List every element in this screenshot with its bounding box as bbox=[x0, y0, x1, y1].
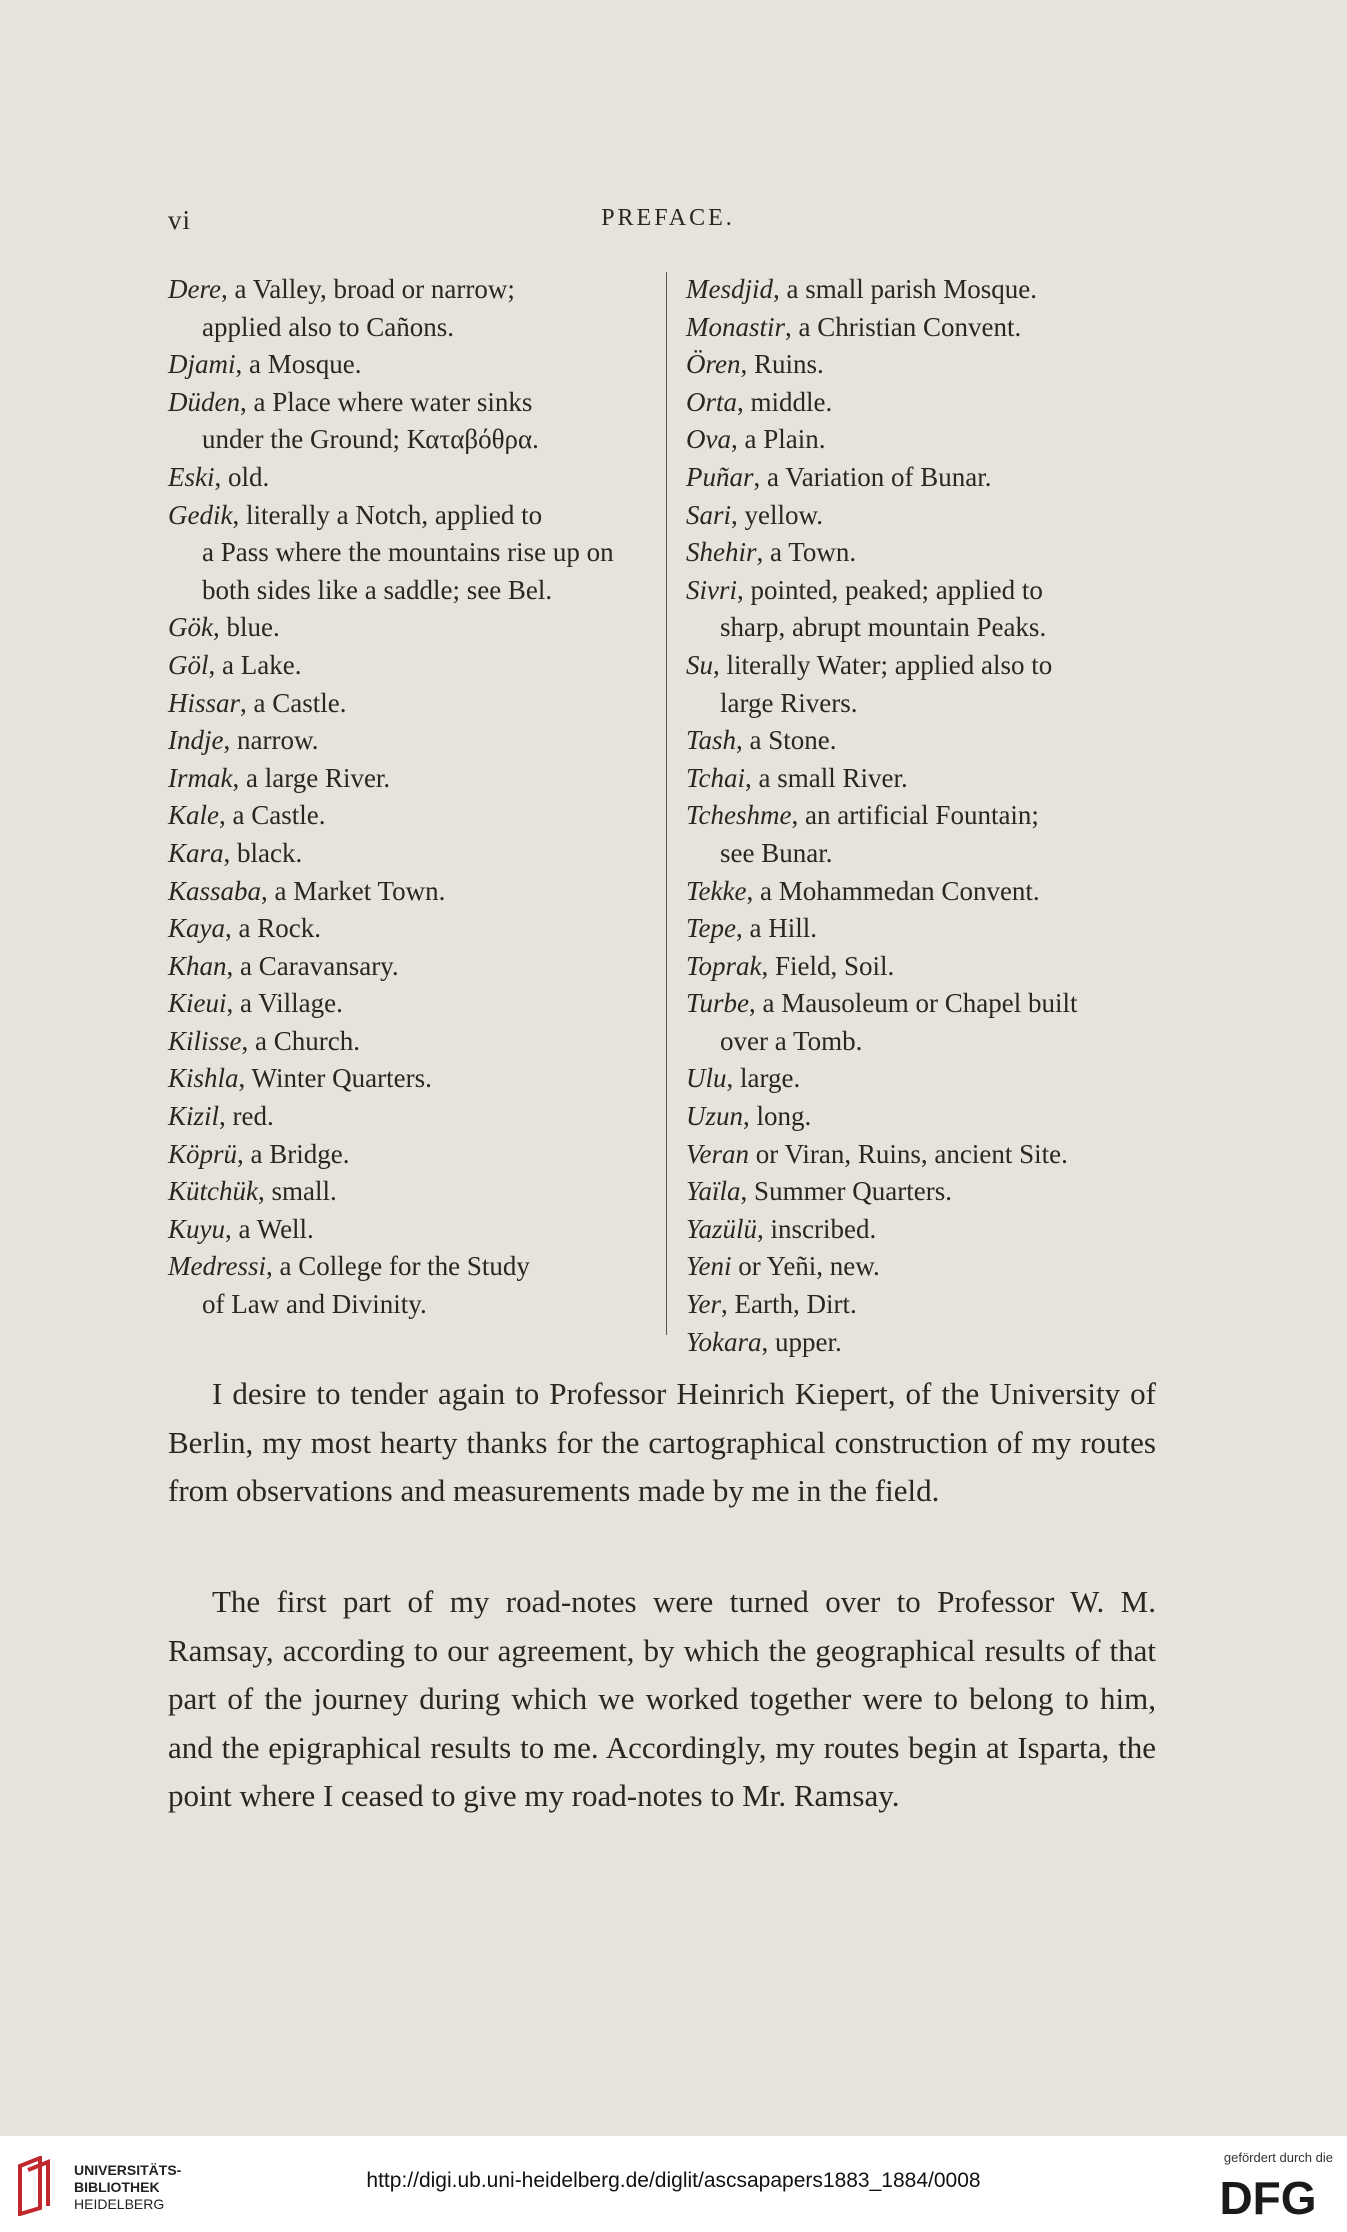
glossary-definition: , an artificial Fountain; bbox=[791, 800, 1039, 831]
glossary-entry bbox=[686, 459, 1166, 497]
glossary-definition: , pointed, peaked; applied to bbox=[737, 574, 1043, 605]
glossary-definition-continued: of Law and Divinity. bbox=[202, 1289, 427, 1320]
glossary-definition: , Earth, Dirt. bbox=[721, 1289, 857, 1320]
paragraph-text: I desire to tender again to Professor Heinrich Kiepert, of the University of Berlin, my most hearty thanks for the cartographical construction of my routes from observations and measurements made by me in the field. bbox=[168, 1376, 1156, 1508]
glossary-term: Kilisse bbox=[168, 1025, 242, 1056]
glossary-entry bbox=[686, 384, 1166, 422]
glossary-definition: , inscribed. bbox=[757, 1213, 877, 1244]
glossary-term: Uzun bbox=[686, 1101, 744, 1132]
glossary-definition: , literally a Notch, applied to bbox=[232, 499, 543, 530]
glossary-term: Tekke bbox=[686, 875, 747, 906]
glossary-term: Köprü bbox=[168, 1138, 238, 1169]
glossary-term: Orta bbox=[686, 386, 738, 417]
paragraph-road-notes bbox=[168, 1578, 1156, 1821]
glossary-definition-continued: under the Ground; Καταβόθρα. bbox=[202, 424, 539, 455]
glossary-definition: , literally Water; applied also to bbox=[713, 649, 1053, 680]
glossary-definition: , Field, Soil. bbox=[761, 950, 895, 981]
glossary-definition: , narrow. bbox=[223, 725, 319, 756]
glossary-entry bbox=[168, 685, 646, 723]
library-line: UNIVERSITÄTS- bbox=[74, 2162, 182, 2178]
glossary-definition-continued: sharp, abrupt mountain Peaks. bbox=[720, 612, 1047, 643]
glossary-entry bbox=[168, 910, 646, 948]
glossary-term: Ova bbox=[686, 424, 731, 455]
glossary-definition: or Viran, Ruins, ancient Site. bbox=[749, 1138, 1068, 1169]
glossary-entry bbox=[686, 985, 1166, 1060]
glossary-entry bbox=[686, 760, 1166, 798]
glossary-entry bbox=[168, 985, 646, 1023]
glossary-definition: , a Castle. bbox=[240, 687, 347, 718]
glossary-term: Kaya bbox=[168, 913, 225, 944]
glossary-definition: , black. bbox=[223, 837, 303, 868]
glossary-definition: , small. bbox=[257, 1176, 337, 1207]
library-line: HEIDELBERG bbox=[74, 2196, 165, 2212]
glossary-entry bbox=[686, 1324, 1166, 1362]
glossary-term: Su bbox=[686, 649, 713, 680]
glossary-term: Yer bbox=[686, 1289, 722, 1320]
glossary-entry bbox=[168, 384, 646, 459]
glossary-entry bbox=[686, 1286, 1166, 1324]
glossary-term: Kassaba bbox=[168, 875, 262, 906]
glossary-entry bbox=[686, 948, 1166, 986]
glossary-definition: , Ruins. bbox=[740, 349, 824, 380]
glossary-term: Yokara bbox=[686, 1326, 762, 1357]
glossary-definition: , a Church. bbox=[241, 1025, 360, 1056]
glossary-entry bbox=[686, 1248, 1166, 1286]
glossary-entry bbox=[686, 1211, 1166, 1249]
glossary-term: Shehir bbox=[686, 537, 757, 568]
glossary-term: Kieui bbox=[168, 988, 227, 1019]
glossary-definition: , a Plain. bbox=[730, 424, 826, 455]
glossary-term: Tash bbox=[686, 725, 737, 756]
glossary-definition: , Winter Quarters. bbox=[238, 1063, 432, 1094]
glossary-definition: , a Well. bbox=[225, 1213, 314, 1244]
glossary-entry bbox=[168, 722, 646, 760]
glossary-definition: , a Town. bbox=[756, 537, 857, 568]
glossary-definition: , blue. bbox=[212, 612, 280, 643]
running-header bbox=[168, 205, 1168, 245]
glossary-entry bbox=[686, 572, 1166, 647]
glossary-definition: , large. bbox=[726, 1063, 801, 1094]
glossary-term: Tepe bbox=[686, 913, 737, 944]
library-line: BIBLIOTHEK bbox=[74, 2179, 160, 2195]
glossary-definition: , a Rock. bbox=[225, 913, 321, 944]
glossary-definition-continued: a Pass where the mountains rise up on both sides like a saddle; see Bel. bbox=[202, 537, 614, 605]
glossary-term: Kizil bbox=[168, 1101, 220, 1132]
glossary-entry bbox=[168, 609, 646, 647]
glossary-entry bbox=[168, 647, 646, 685]
glossary-definition: , a Caravansary. bbox=[226, 950, 399, 981]
glossary-definition: , old. bbox=[214, 461, 270, 492]
glossary-term: Kara bbox=[168, 837, 224, 868]
paragraph-text: The first part of my road-notes were turned over to Professor W. M. Ramsay, according to our agreement, by which the geographical results of that part of the journey during which we worked together were to belong to him, and the epigraphical results to me. Accordingly, my routes begin at Isparta, the point where I ceased to give my road-notes to Mr. Ramsay. bbox=[168, 1584, 1156, 1813]
glossary-definition-continued: over a Tomb. bbox=[720, 1025, 863, 1056]
glossary-entry bbox=[686, 1136, 1166, 1174]
glossary-definition: , a Mausoleum or Chapel built bbox=[749, 988, 1078, 1019]
paragraph-acknowledgment bbox=[168, 1370, 1156, 1516]
glossary-right-column bbox=[686, 271, 1166, 1361]
glossary-definition: , a small River. bbox=[745, 762, 908, 793]
glossary-term: Göl bbox=[168, 649, 209, 680]
glossary-entry bbox=[686, 497, 1166, 535]
glossary-term: Sivri bbox=[686, 574, 737, 605]
glossary-term: Kütchük bbox=[168, 1176, 258, 1207]
sponsor-note: gefördert durch die bbox=[1223, 2150, 1333, 2165]
glossary-entry bbox=[168, 497, 646, 610]
glossary-term: Yazülü bbox=[686, 1213, 758, 1244]
glossary-term: Ulu bbox=[686, 1063, 727, 1094]
glossary-definition: , a Mosque. bbox=[235, 349, 362, 380]
glossary-definition: or Yeñi, new. bbox=[731, 1251, 880, 1282]
glossary-entry bbox=[168, 1211, 646, 1249]
glossary-definition: , a Christian Convent. bbox=[785, 311, 1022, 342]
glossary-definition: , a small parish Mosque. bbox=[773, 274, 1037, 304]
glossary-definition: , a Mohammedan Convent. bbox=[746, 875, 1040, 906]
glossary-term: Kishla bbox=[168, 1063, 239, 1094]
running-title: PREFACE. bbox=[601, 205, 735, 231]
glossary-term: Tcheshme bbox=[686, 800, 792, 831]
glossary-entry bbox=[686, 534, 1166, 572]
glossary-entry bbox=[168, 271, 646, 346]
glossary-entry bbox=[686, 421, 1166, 459]
glossary-definition: , a Place where water sinks bbox=[239, 386, 533, 417]
glossary-left-column bbox=[168, 271, 646, 1324]
glossary-definition: , a Lake. bbox=[208, 649, 302, 680]
glossary-entry bbox=[168, 1248, 646, 1323]
glossary-entry bbox=[168, 1136, 646, 1174]
glossary-definition: , middle. bbox=[737, 386, 833, 417]
dfg-logo-icon bbox=[1203, 2172, 1333, 2220]
glossary-definition: , red. bbox=[219, 1101, 274, 1132]
glossary-definition: , a Hill. bbox=[736, 913, 818, 944]
glossary-definition: , a Market Town. bbox=[261, 875, 446, 906]
glossary-entry bbox=[686, 873, 1166, 911]
glossary-term: Dere bbox=[168, 274, 221, 304]
glossary-entry bbox=[686, 1173, 1166, 1211]
glossary-definition: , a College for the Study bbox=[265, 1251, 530, 1282]
glossary-term: Yaïla bbox=[686, 1176, 741, 1207]
glossary-entry bbox=[168, 1023, 646, 1061]
glossary-entry bbox=[168, 873, 646, 911]
glossary-entry bbox=[686, 797, 1166, 872]
glossary-entry bbox=[686, 647, 1166, 722]
glossary-definition-continued: applied also to Cañons. bbox=[202, 311, 454, 342]
glossary-entry bbox=[168, 1098, 646, 1136]
footer-bar bbox=[0, 2136, 1347, 2232]
glossary-term: Monastir bbox=[686, 311, 786, 342]
glossary-definition: , long. bbox=[743, 1101, 812, 1132]
glossary-term: Veran bbox=[686, 1138, 749, 1169]
glossary-definition-continued: large Rivers. bbox=[720, 687, 858, 718]
glossary-term: Puñar bbox=[686, 461, 754, 492]
glossary-term: Kuyu bbox=[168, 1213, 225, 1244]
glossary-definition: , a Stone. bbox=[736, 725, 837, 756]
glossary-definition: , a Variation of Bunar. bbox=[753, 461, 992, 492]
glossary-definition: , a large River. bbox=[232, 762, 391, 793]
glossary-term: Djami bbox=[168, 349, 236, 380]
glossary-term: Ören bbox=[686, 349, 741, 380]
glossary-term: Sari bbox=[686, 499, 732, 530]
glossary-entry bbox=[168, 1060, 646, 1098]
glossary-entry bbox=[686, 722, 1166, 760]
glossary-term: Düden bbox=[168, 386, 240, 417]
glossary-entry bbox=[686, 1098, 1166, 1136]
glossary-term: Tchai bbox=[686, 762, 746, 793]
glossary-entry bbox=[686, 1060, 1166, 1098]
glossary-term: Indje bbox=[168, 725, 224, 756]
glossary-term: Irmak bbox=[168, 762, 233, 793]
glossary-entry bbox=[168, 948, 646, 986]
glossary-definition-continued: see Bunar. bbox=[720, 837, 833, 868]
glossary-term: Kale bbox=[168, 800, 219, 831]
page-number: vi bbox=[168, 205, 192, 235]
glossary-definition: , yellow. bbox=[731, 499, 823, 530]
glossary-term: Gök bbox=[168, 612, 213, 643]
column-divider bbox=[666, 272, 667, 1335]
glossary-entry bbox=[168, 760, 646, 798]
glossary-entry bbox=[168, 835, 646, 873]
glossary-definition: , Summer Quarters. bbox=[740, 1176, 952, 1207]
glossary-term: Toprak bbox=[686, 950, 762, 981]
glossary-term: Mesdjid bbox=[686, 274, 773, 304]
glossary-term: Hissar bbox=[168, 687, 241, 718]
glossary-definition: , a Bridge. bbox=[237, 1138, 350, 1169]
glossary-definition: , upper. bbox=[761, 1326, 842, 1357]
glossary-term: Khan bbox=[168, 950, 227, 981]
glossary-term: Gedik bbox=[168, 499, 233, 530]
glossary-entry bbox=[686, 309, 1166, 347]
glossary-definition: , a Valley, broad or narrow; bbox=[220, 274, 515, 304]
glossary-term: Eski bbox=[168, 461, 215, 492]
glossary-entry bbox=[168, 797, 646, 835]
glossary-entry bbox=[686, 271, 1166, 309]
svg-text:DFG: DFG bbox=[1219, 2172, 1317, 2220]
glossary-term: Turbe bbox=[686, 988, 750, 1019]
glossary-entry bbox=[168, 1173, 646, 1211]
permalink-url[interactable]: http://digi.ub.uni-heidelberg.de/diglit/ascsapapers1883_1884/0008 bbox=[366, 2169, 981, 2192]
glossary-entry bbox=[168, 459, 646, 497]
glossary-definition: , a Castle. bbox=[219, 800, 326, 831]
glossary-definition: , a Village. bbox=[226, 988, 343, 1019]
glossary-entry bbox=[686, 910, 1166, 948]
glossary-entry bbox=[168, 346, 646, 384]
glossary-term: Yeni bbox=[686, 1251, 732, 1282]
glossary-entry bbox=[686, 346, 1166, 384]
glossary-term: Medressi bbox=[168, 1251, 266, 1282]
